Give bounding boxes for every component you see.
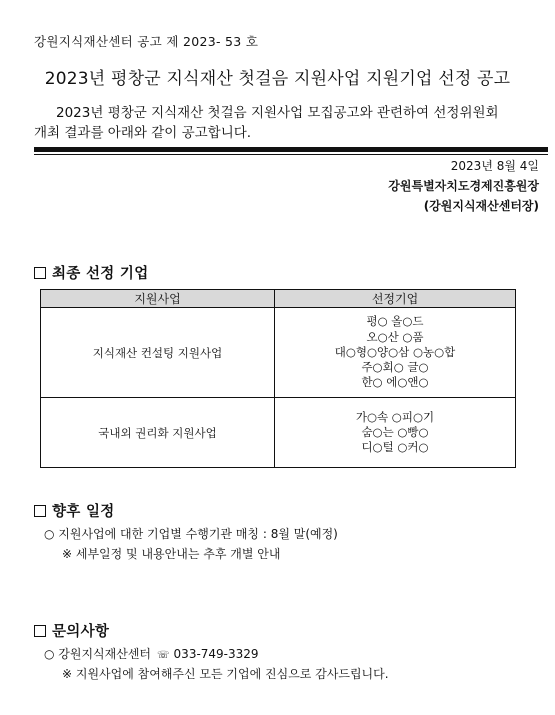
table-header-row <box>41 290 516 308</box>
divider-thick <box>34 147 548 152</box>
intro-text-line2: 개최 결과를 아래와 같이 공고합니다. <box>34 125 252 141</box>
section-title: 향후 일정 <box>52 504 115 520</box>
company-list <box>275 308 516 398</box>
thanks-note: ※ 지원사업에 참여해주신 모든 기업에 진심으로 감사드립니다. <box>62 667 389 681</box>
page-title: 2023년 평창군 지식재산 첫걸음 지원사업 지원기업 선정 공고 <box>44 69 511 89</box>
company-name: 가○속 ○피○기 <box>355 409 435 424</box>
section-title: 문의사항 <box>52 624 110 640</box>
section-heading-contact <box>34 620 109 641</box>
company-name: 대○형○양○삼 ○농○합 <box>334 344 456 359</box>
program-name: 지식재산 컨설팅 지원사업 <box>41 308 275 398</box>
column-header-companies: 선정기업 <box>275 290 516 308</box>
schedule-note: ※ 세부일정 및 내용안내는 추후 개별 안내 <box>62 547 281 561</box>
issuer-org: 강원특별자치도경제진흥원장 <box>388 179 539 193</box>
company-name: 오○산 ○품 <box>366 329 424 344</box>
contact-item <box>44 645 259 662</box>
divider-thin <box>34 154 548 155</box>
section-heading-selection <box>34 262 149 283</box>
column-header-program: 지원사업 <box>41 290 275 308</box>
company-name: 숨○는 ○빵○ <box>361 424 429 439</box>
section-title: 최종 선정 기업 <box>52 266 149 282</box>
schedule-item: ○ 지원사업에 대한 기업별 수행기관 매칭 : 8월 말(예정) <box>44 527 338 541</box>
checkbox-square-icon <box>34 625 46 637</box>
program-name: 국내외 권리화 지원사업 <box>41 398 275 468</box>
notice-number: 강원지식재산센터 공고 제 2023- 53 호 <box>34 34 259 49</box>
issuer-org-sub: (강원지식재산센터장) <box>423 199 539 213</box>
company-name: 디○털 ○커○ <box>361 440 429 455</box>
contact-phone: 033-749-3329 <box>173 647 259 661</box>
checkbox-square-icon <box>34 267 46 279</box>
contact-org: ○ 강원지식재산센터 <box>44 647 152 661</box>
table-row <box>41 398 516 468</box>
section-heading-schedule <box>34 500 115 521</box>
phone-icon: ☏ <box>157 650 170 661</box>
intro-text-line1: 2023년 평창군 지식재산 첫걸음 지원사업 모집공고와 관련하여 선정위원회 <box>56 105 499 121</box>
table-row <box>41 308 516 398</box>
checkbox-square-icon <box>34 505 46 517</box>
company-name: 주○회○ 글○ <box>361 360 429 375</box>
company-name: 평○ 올○드 <box>366 314 424 329</box>
company-list <box>275 398 516 468</box>
selection-table <box>40 289 516 468</box>
company-name: 한○ 에○앤○ <box>361 375 429 390</box>
notice-date: 2023년 8월 4일 <box>450 159 539 173</box>
